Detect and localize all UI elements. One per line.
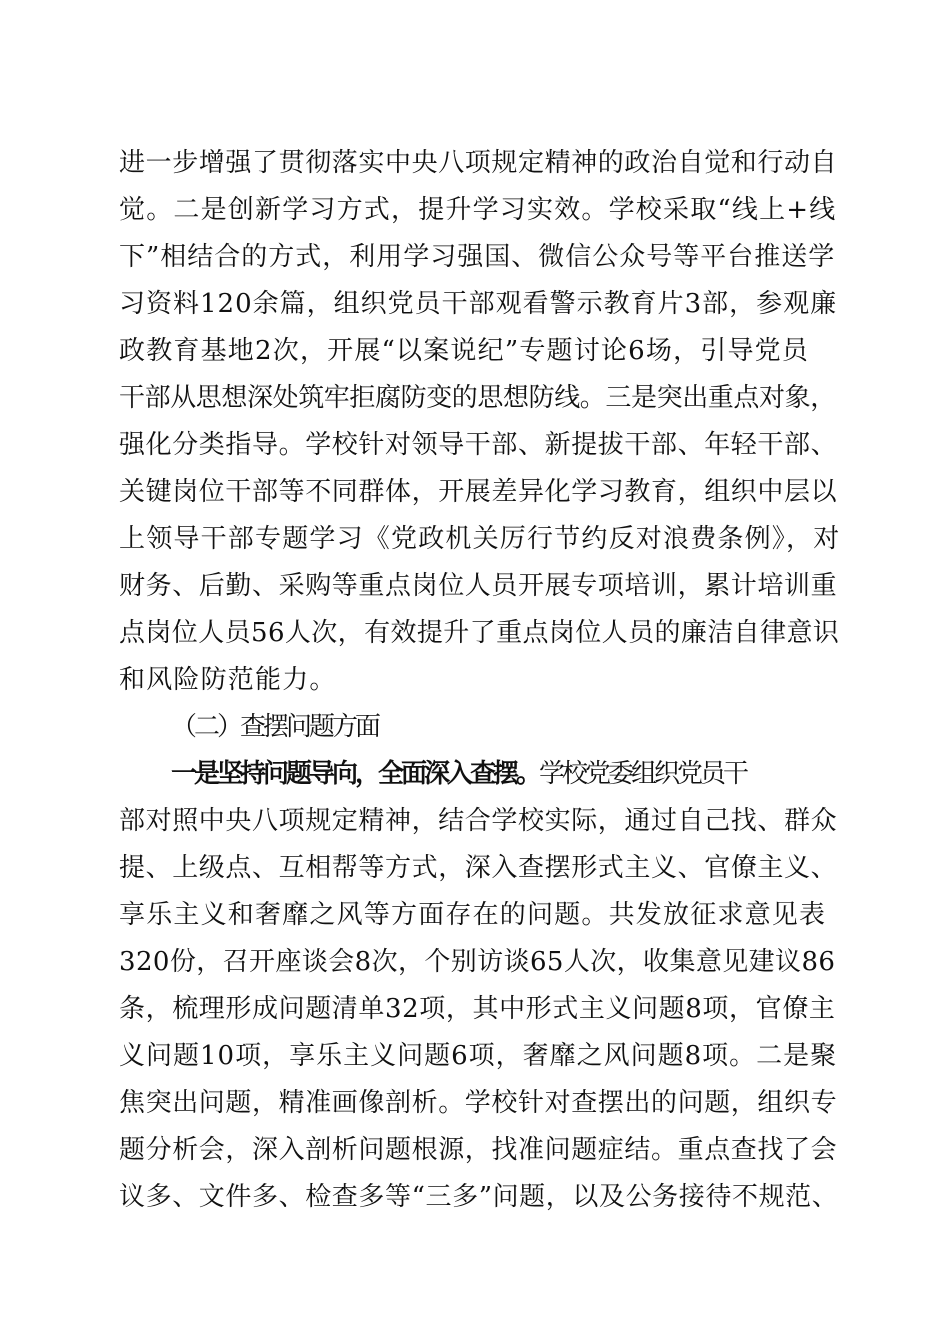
body-line: 条，梳理形成问题清单32项，其中形式主义问题8项，官僚主 [119, 994, 836, 1024]
section-heading: （二）查摆问题方面 [171, 712, 379, 742]
body-line: 财务、后勤、采购等重点岗位人员开展专项培训，累计培训重 [119, 571, 838, 601]
body-line: 关键岗位干部等不同群体，开展差异化学习教育，组织中层以 [119, 477, 838, 507]
body-line: 享乐主义和奢靡之风等方面存在的问题。共发放征求意见表 [119, 900, 827, 930]
body-line: 强化分类指导。学校针对领导干部、新提拔干部、年轻干部、 [119, 430, 838, 460]
body-line: 议多、文件多、检查多等“三多”问题，以及公务接待不规范、 [119, 1182, 839, 1212]
body-line: 觉。二是创新学习方式，提升学习实效。学校采取“线上+线 [119, 195, 837, 225]
paragraph-lead-rest: 学校党委组织党员干 [539, 759, 747, 789]
body-line: 进一步增强了贯彻落实中央八项规定精神的政治自觉和行动自 [119, 148, 838, 178]
body-line: 题分析会，深入剖析问题根源，找准问题症结。重点查找了会 [119, 1135, 838, 1165]
body-line: 干部从思想深处筑牢拒腐防变的思想防线。三是突出重点对象， [119, 383, 836, 413]
body-line: 320份，召开座谈会8次，个别访谈65人次，收集意见建议86 [119, 947, 836, 977]
body-line: 政教育基地2次，开展“以案说纪”专题讨论6场，引导党员 [119, 336, 810, 366]
body-line: 焦突出问题，精准画像剖析。学校针对查摆出的问题，组织专 [119, 1088, 838, 1118]
body-line: 点岗位人员56人次，有效提升了重点岗位人员的廉洁自律意识 [119, 618, 840, 648]
body-line: 习资料120余篇，组织党员干部观看警示教育片3部，参观廉 [119, 289, 838, 319]
body-line: 上领导干部专题学习《党政机关厉行节约反对浪费条例》，对 [119, 524, 841, 554]
body-line: 和风险防范能力。 [119, 665, 337, 695]
body-line: 部对照中央八项规定精神，结合学校实际，通过自己找、群众 [119, 806, 838, 836]
body-line: 提、上级点、互相帮等方式，深入查摆形式主义、官僚主义、 [119, 853, 838, 883]
paragraph-lead-line [171, 752, 891, 796]
body-line: 下”相结合的方式，利用学习强国、微信公众号等平台推送学 [119, 242, 836, 272]
body-line: 义问题10项，享乐主义问题6项，奢靡之风问题8项。二是聚 [119, 1041, 838, 1071]
paragraph-lead-bold: 一是坚持问题导向，全面深入查摆。 [171, 759, 540, 789]
